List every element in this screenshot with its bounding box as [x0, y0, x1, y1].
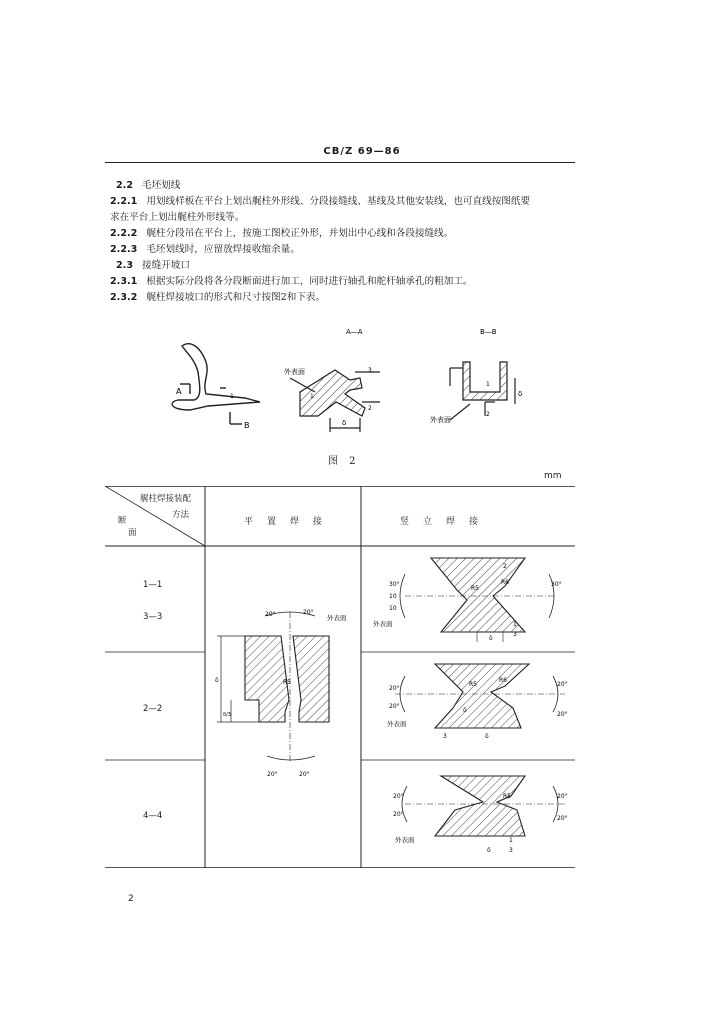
section-aa-dim-3: 3 [368, 367, 372, 374]
flat-angle-bottom-left: 20° [267, 771, 278, 778]
groove-table [105, 486, 575, 868]
corner-header-top: 艉柱焊接装配 [140, 494, 192, 504]
vertical-row1-dim-r6: R6 [501, 579, 509, 586]
section-aa-dim-2: 2 [368, 405, 372, 412]
vertical-row2-dim-r5: R5 [469, 681, 477, 688]
section-2-2-3 [110, 242, 580, 258]
vertical-row2-angle-left-a: 20° [389, 685, 400, 692]
vertical-row1-angle-right: 30° [551, 581, 562, 588]
header-rule [105, 162, 575, 163]
section-bb-title: B—B [480, 328, 497, 336]
section-2-3-1 [110, 274, 580, 290]
section-number: 2.2.3 [110, 244, 138, 255]
row-label-2-2: 2—2 [143, 704, 163, 714]
body-text [110, 178, 580, 306]
vertical-row2-angle-right-a: 20° [557, 681, 568, 688]
vertical-row3-dim-1: 1 [509, 837, 513, 844]
vertical-row2-surface-label: 外表面 [387, 720, 407, 728]
vertical-row1-dim-delta: δ [489, 635, 493, 642]
unit-label: mm [544, 471, 562, 481]
flat-surface-label: 外表面 [327, 614, 347, 622]
vertical-row3-dim-3: 3 [509, 847, 513, 854]
section-2-2-1-cont [110, 210, 580, 226]
dim-1-label: 1 [230, 393, 234, 400]
section-aa-dim-delta: δ [342, 419, 347, 427]
vertical-row1-angle-left: 30° [389, 581, 400, 588]
vertical-row1-dim-3: 3 [513, 631, 517, 638]
column-header-vertical: 竖立焊接 [400, 517, 493, 527]
flat-weld-drawing [217, 612, 329, 762]
corner-header-section: 断 [118, 516, 127, 526]
vertical-row1-surface-label: 外表面 [373, 620, 393, 628]
section-text: 接缝开坡口 [142, 260, 190, 271]
section-number: 2.3.2 [110, 292, 138, 303]
figure-2-drawing [150, 322, 550, 442]
vertical-row3-dim-r5: R5 [503, 793, 511, 800]
section-aa-drawing [290, 370, 380, 432]
section-number: 2.2 [116, 180, 133, 191]
section-2-2-1 [110, 194, 580, 210]
vertical-weld-drawing-row-2 [395, 664, 565, 728]
vertical-row2-dim-r6: R6 [499, 677, 507, 684]
vertical-row1-dim-10-a: 10 [389, 593, 397, 600]
vertical-row3-angle-right-a: 20° [557, 793, 568, 800]
section-bb-dim-delta: δ [518, 390, 523, 398]
section-text: 艉柱分段吊在平台上，按施工图校正外形，并划出中心线和各段接缝线。 [146, 228, 454, 239]
section-text: 根据实际分段将各分段断面进行加工，同时进行轴孔和舵杆轴承孔的粗加工。 [146, 276, 473, 287]
section-bb-surface-label: 外表面 [430, 416, 451, 424]
stern-post-profile [172, 344, 260, 424]
section-bb-dim-1: 1 [486, 381, 490, 388]
vertical-weld-drawing-row-1 [400, 558, 555, 642]
section-aa-surface-label: 外表面 [284, 368, 305, 376]
vertical-row3-dim-delta: δ [487, 847, 491, 854]
vertical-row1-dim-r5: R5 [471, 585, 479, 592]
letter-a-label: A [176, 387, 182, 396]
vertical-row1-dim-2: 2 [503, 563, 507, 570]
vertical-row2-angle-left-b: 20° [389, 703, 400, 710]
section-bb-drawing [450, 362, 515, 420]
section-text: 艉柱焊接坡口的形式和尺寸按图2和下表。 [146, 292, 326, 303]
section-text: 用划线样板在平台上划出艉柱外形线、分段接缝线、基线及其他安装线，也可直线按图纸要 [146, 196, 531, 207]
vertical-weld-drawing-row-3 [402, 776, 565, 836]
section-number: 2.3.1 [110, 276, 138, 287]
flat-dim-half: δ/3 [223, 712, 231, 718]
section-aa-title: A—A [346, 328, 363, 336]
flat-dim-delta: δ [215, 677, 219, 684]
corner-header-face: 面 [128, 528, 137, 538]
section-aa-dim-1: 1 [310, 393, 314, 400]
corner-header-method: 方法 [172, 510, 190, 520]
page-number: 2 [128, 894, 134, 904]
section-2-3 [110, 258, 580, 274]
section-text: 毛坯划线时，应留放焊接收缩余量。 [146, 244, 300, 255]
vertical-row3-surface-label: 外表面 [395, 836, 415, 844]
document-header-code: CB/Z 69—86 [323, 146, 401, 157]
vertical-row2-dim-3: 3 [443, 733, 447, 740]
section-2-2-2 [110, 226, 580, 242]
flat-dim-r5: R5 [283, 679, 291, 686]
section-text: 求在平台上划出艉柱外形线等。 [110, 212, 245, 223]
section-text: 毛坯划线 [142, 180, 181, 191]
letter-b-label: B [244, 421, 250, 430]
row-label-1-1: 1—1 [143, 580, 163, 590]
vertical-row2-dim-delta-a: δ [463, 707, 467, 714]
figure-caption: 图 2 [328, 456, 360, 467]
vertical-row2-angle-right-b: 20° [557, 711, 568, 718]
section-number: 2.2.1 [110, 196, 138, 207]
column-header-flat: 平置焊接 [244, 517, 337, 527]
section-number: 2.3 [116, 260, 133, 271]
flat-angle-bottom-right: 20° [299, 771, 310, 778]
vertical-row1-dim-10-b: 10 [389, 605, 397, 612]
row-label-4-4: 4—4 [143, 811, 163, 821]
vertical-row1-dim-1: 1 [513, 621, 517, 628]
section-2-3-2 [110, 290, 580, 306]
section-2-2 [110, 178, 580, 194]
row-label-3-3: 3—3 [143, 612, 163, 622]
vertical-row3-angle-left-a: 20° [393, 793, 404, 800]
section-number: 2.2.2 [110, 228, 138, 239]
flat-angle-top-right: 20° [303, 609, 314, 616]
flat-angle-top-left: 20° [265, 611, 276, 618]
vertical-row3-angle-left-b: 20° [393, 811, 404, 818]
vertical-row3-angle-right-b: 20° [557, 815, 568, 822]
vertical-row2-dim-delta-b: δ [485, 733, 489, 740]
section-bb-dim-2: 2 [486, 411, 490, 418]
